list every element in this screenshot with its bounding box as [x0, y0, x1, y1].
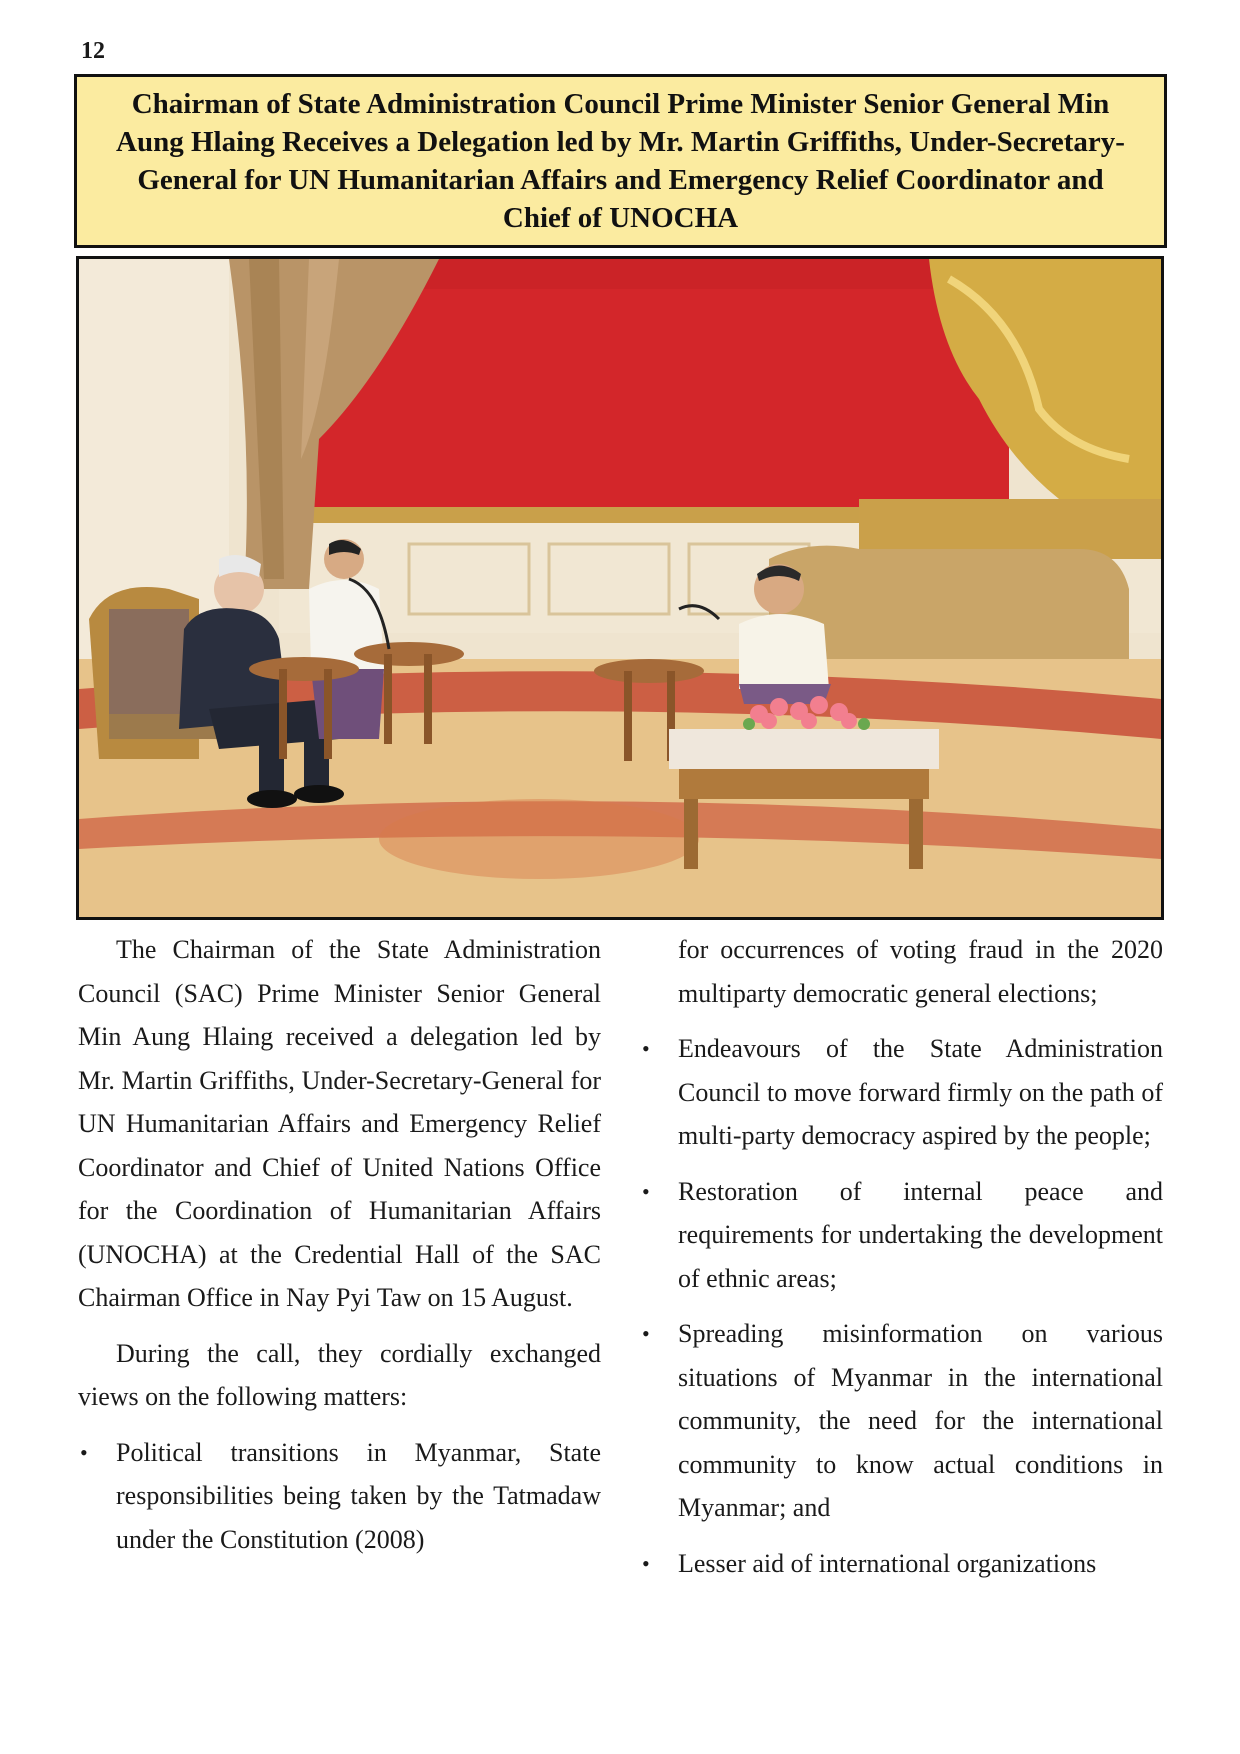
list-item — [78, 1431, 601, 1562]
bullet-icon: • — [642, 1321, 650, 1346]
list-item — [640, 1542, 1163, 1586]
list-item-text: Political transitions in Myanmar, State responsibilities being taken by the Tatmadaw under the Constitution (2008) — [116, 1437, 601, 1554]
topics-list-right — [640, 1027, 1163, 1585]
right-column — [640, 928, 1163, 1597]
page-number: 12 — [81, 38, 105, 64]
bullet-icon: • — [642, 1036, 650, 1061]
list-item — [640, 1027, 1163, 1158]
list-item-text: Endeavours of the State Administration Council to move forward firmly on the path of multi-party democracy aspired by the people; — [678, 1034, 1163, 1150]
list-item — [640, 1312, 1163, 1530]
list-item-text: Restoration of internal peace and requirements for undertaking the development of ethnic areas; — [678, 1176, 1163, 1293]
left-column — [78, 928, 601, 1573]
meeting-photo — [76, 256, 1164, 920]
headline: Chairman of State Administration Council Prime Minister Senior General Min Aung Hlaing Receives a Delegation led by Mr. Martin Griffiths, Under-Secretary-General for UN Humanitarian Affairs and Emergency Relief Coordinator and Chief of UNOCHA — [116, 88, 1125, 234]
list-item-continuation: for occurrences of voting fraud in the 2020 multiparty democratic general elections; — [678, 935, 1163, 1008]
meeting-photo-illustration — [79, 259, 1161, 917]
list-item-text: Spreading misinformation on various situations of Myanmar in the international community, the need for the international community to know actual conditions in Myanmar; and — [678, 1319, 1163, 1522]
list-item — [640, 1170, 1163, 1301]
intro-paragraph: The Chairman of the State Administration Council (SAC) Prime Minister Senior General Min Aung Hlaing received a delegation led by Mr. Martin Griffiths, Under-Secretary-General for UN Humanitarian Affairs and Emergency Relief Coordinator and Chief of United Nations Office for the Coordination of Humanitarian Affairs (UNOCHA) at the Credential Hall of the SAC Chairman Office in Nay Pyi Taw on 15 August. — [78, 935, 601, 1312]
bullet-icon: • — [642, 1178, 650, 1204]
bullet-icon: • — [642, 1550, 650, 1576]
bullet-icon: • — [80, 1439, 88, 1465]
list-item-text: Lesser aid of international organizations — [678, 1548, 1097, 1578]
call-paragraph: During the call, they cordially exchanged views on the following matters: — [78, 1338, 601, 1411]
topics-list-left — [78, 1431, 601, 1562]
headline-box — [74, 74, 1167, 248]
